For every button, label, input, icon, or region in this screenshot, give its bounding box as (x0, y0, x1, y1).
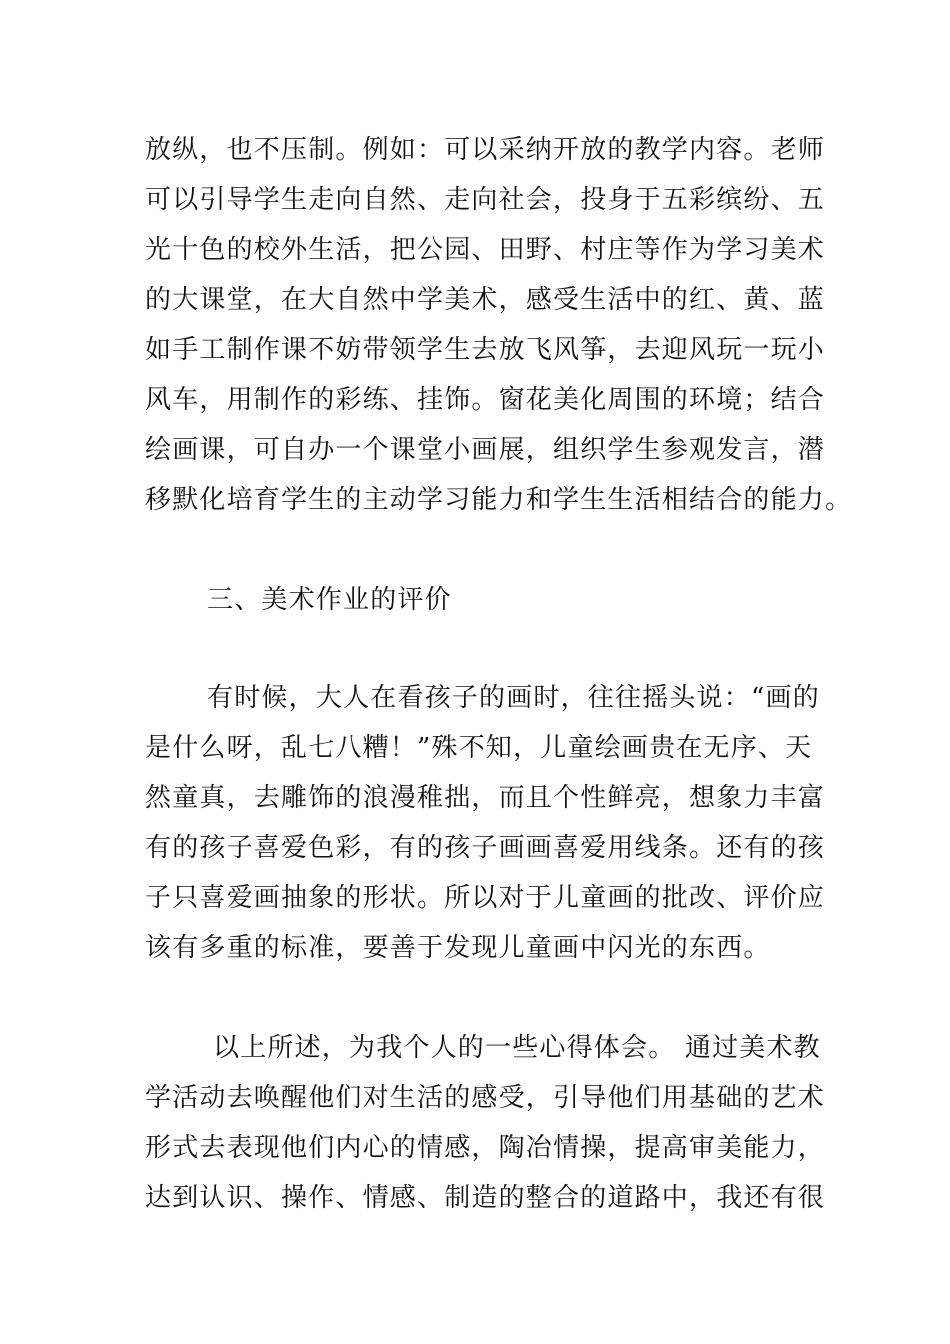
paragraph-1-line-8: 移默化培育学生的主动学习能力和学生生活相结合的能力。 (145, 485, 853, 515)
paragraph-1-line-2: 可以引导学生走向自然、走向社会，投身于五彩缤纷、五 (145, 185, 826, 215)
paragraph-2-line-3: 然童真，去雕饰的浪漫稚拙，而且个性鲜亮，想象力丰富 (145, 783, 826, 813)
paragraph-1-line-4: 的大课堂，在大自然中学美术，感受生活中的红、黄、蓝 (145, 285, 826, 315)
paragraph-3-line-2: 学活动去唤醒他们对生活的感受，引导他们用基础的艺术 (145, 1083, 826, 1113)
paragraph-1-line-6: 风车，用制作的彩练、挂饰。窗花美化周围的环境；结合 (145, 385, 826, 415)
paragraph-3-line-1: 以上所述，为我个人的一些心得体会。 通过美术教 (213, 1033, 821, 1063)
paragraph-1-line-7: 绘画课，可自办一个课堂小画展，组织学生参观发言，潜 (145, 435, 826, 465)
section-heading: 三、美术作业的评价 (207, 585, 452, 615)
paragraph-2-line-1: 有时候，大人在看孩子的画时，往往摇头说：“画的 (207, 683, 820, 713)
paragraph-2-line-6: 该有多重的标准，要善于发现儿童画中闪光的东西。 (145, 933, 771, 963)
paragraph-2-line-2: 是什么呀，乱七八糟！”殊不知，儿童绘画贵在无序、天 (145, 733, 813, 763)
paragraph-3-line-4: 达到认识、操作、情感、制造的整合的道路中，我还有很 (145, 1183, 826, 1213)
paragraph-2-line-4: 有的孩子喜爱色彩，有的孩子画画喜爱用线条。还有的孩 (145, 833, 826, 863)
paragraph-2-line-5: 子只喜爱画抽象的形状。所以对于儿童画的批改、评价应 (145, 883, 826, 913)
paragraph-3-line-3: 形式去表现他们内心的情感，陶冶情操，提高审美能力， (145, 1133, 826, 1163)
paragraph-1-line-1: 放纵，也不压制。例如：可以采纳开放的教学内容。老师 (145, 135, 826, 165)
paragraph-1-line-5: 如手工制作课不妨带领学生去放飞风筝，去迎风玩一玩小 (145, 335, 826, 365)
paragraph-1-line-3: 光十色的校外生活，把公园、田野、村庄等作为学习美术 (145, 235, 826, 265)
